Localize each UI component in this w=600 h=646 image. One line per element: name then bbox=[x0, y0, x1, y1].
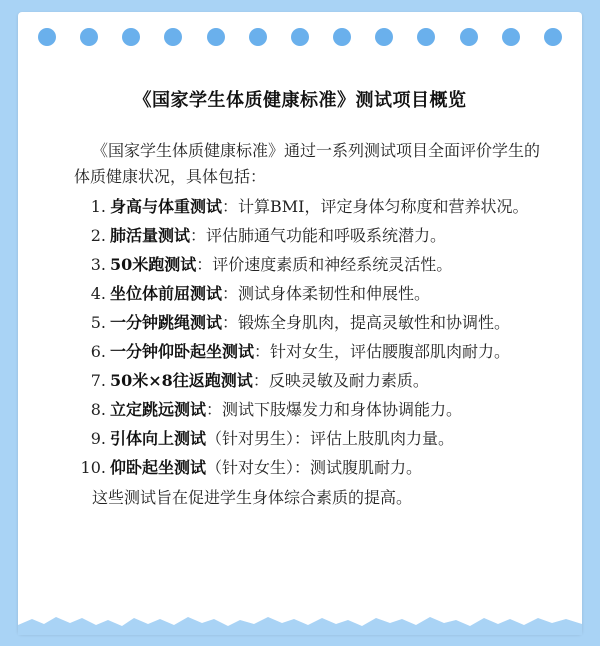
binder-hole bbox=[417, 28, 435, 46]
item-term: 身高与体重测试 bbox=[110, 197, 223, 216]
list-item: 9. 引体向上测试（针对男生）：评估上肢肌肉力量。 bbox=[90, 429, 455, 448]
item-desc: ：评估肺通气功能和呼吸系统潜力。 bbox=[190, 226, 447, 245]
page-title: 《国家学生体质健康标准》测试项目概览 bbox=[133, 90, 467, 111]
paper-card bbox=[18, 12, 582, 634]
intro-paragraph: 《国家学生体质健康标准》通过一系列测试项目全面评价学生的体质健康状况，具体包括： bbox=[74, 141, 541, 186]
item-term: 立定跳远测试 bbox=[110, 400, 207, 419]
item-desc: （针对女生）：测试腹肌耐力。 bbox=[206, 458, 423, 477]
binder-hole bbox=[502, 28, 520, 46]
item-term: 50米跑测试 bbox=[110, 255, 197, 274]
list-item: 7. 50米×8往返跑测试：反映灵敏及耐力素质。 bbox=[90, 371, 429, 390]
item-desc: ：测试身体柔韧性和伸展性。 bbox=[222, 284, 431, 303]
binder-hole bbox=[164, 28, 182, 46]
binder-holes bbox=[18, 28, 582, 46]
list-item: 10. 仰卧起坐测试（针对女生）：测试腹肌耐力。 bbox=[80, 458, 423, 477]
test-item-list bbox=[74, 194, 544, 481]
torn-paper-edge bbox=[18, 609, 582, 635]
outro-paragraph: 这些测试旨在促进学生身体综合素质的提高。 bbox=[92, 488, 413, 507]
item-desc: （针对男生）：评估上肢肌肉力量。 bbox=[206, 429, 455, 448]
item-term: 50米×8往返跑测试 bbox=[110, 371, 253, 390]
list-item: 2. 肺活量测试：评估肺通气功能和呼吸系统潜力。 bbox=[90, 226, 447, 245]
binder-hole bbox=[291, 28, 309, 46]
list-item: 3. 50米跑测试：评价速度素质和神经系统灵活性。 bbox=[90, 255, 453, 274]
item-desc: ：评价速度素质和神经系统灵活性。 bbox=[196, 255, 453, 274]
binder-hole bbox=[544, 28, 562, 46]
item-term: 坐位体前屈测试 bbox=[110, 284, 223, 303]
binder-hole bbox=[80, 28, 98, 46]
item-desc: ：测试下肢爆发力和身体协调能力。 bbox=[206, 400, 463, 419]
binder-hole bbox=[249, 28, 267, 46]
item-term: 引体向上测试 bbox=[110, 429, 207, 448]
item-term: 一分钟仰卧起坐测试 bbox=[110, 342, 255, 361]
item-desc: ：反映灵敏及耐力素质。 bbox=[252, 371, 429, 390]
binder-hole bbox=[38, 28, 56, 46]
item-desc: ：针对女生，评估腰腹部肌肉耐力。 bbox=[254, 342, 511, 361]
item-desc: ：锻炼全身肌肉，提高灵敏性和协调性。 bbox=[222, 313, 511, 332]
list-item: 4. 坐位体前屈测试：测试身体柔韧性和伸展性。 bbox=[90, 284, 431, 303]
item-term: 肺活量测试 bbox=[110, 226, 191, 245]
binder-hole bbox=[207, 28, 225, 46]
binder-hole bbox=[122, 28, 140, 46]
list-item: 5. 一分钟跳绳测试：锻炼全身肌肉，提高灵敏性和协调性。 bbox=[90, 313, 511, 332]
content-body bbox=[74, 138, 544, 511]
list-item: 1. 身高与体重测试：计算BMI，评定身体匀称度和营养状况。 bbox=[90, 197, 529, 216]
list-item: 8. 立定跳远测试：测试下肢爆发力和身体协调能力。 bbox=[90, 400, 463, 419]
binder-hole bbox=[333, 28, 351, 46]
list-item: 6. 一分钟仰卧起坐测试：针对女生，评估腰腹部肌肉耐力。 bbox=[90, 342, 511, 361]
item-term: 仰卧起坐测试 bbox=[110, 458, 207, 477]
item-term: 一分钟跳绳测试 bbox=[110, 313, 223, 332]
binder-hole bbox=[375, 28, 393, 46]
binder-hole bbox=[460, 28, 478, 46]
item-desc: ：计算BMI，评定身体匀称度和营养状况。 bbox=[222, 197, 529, 216]
